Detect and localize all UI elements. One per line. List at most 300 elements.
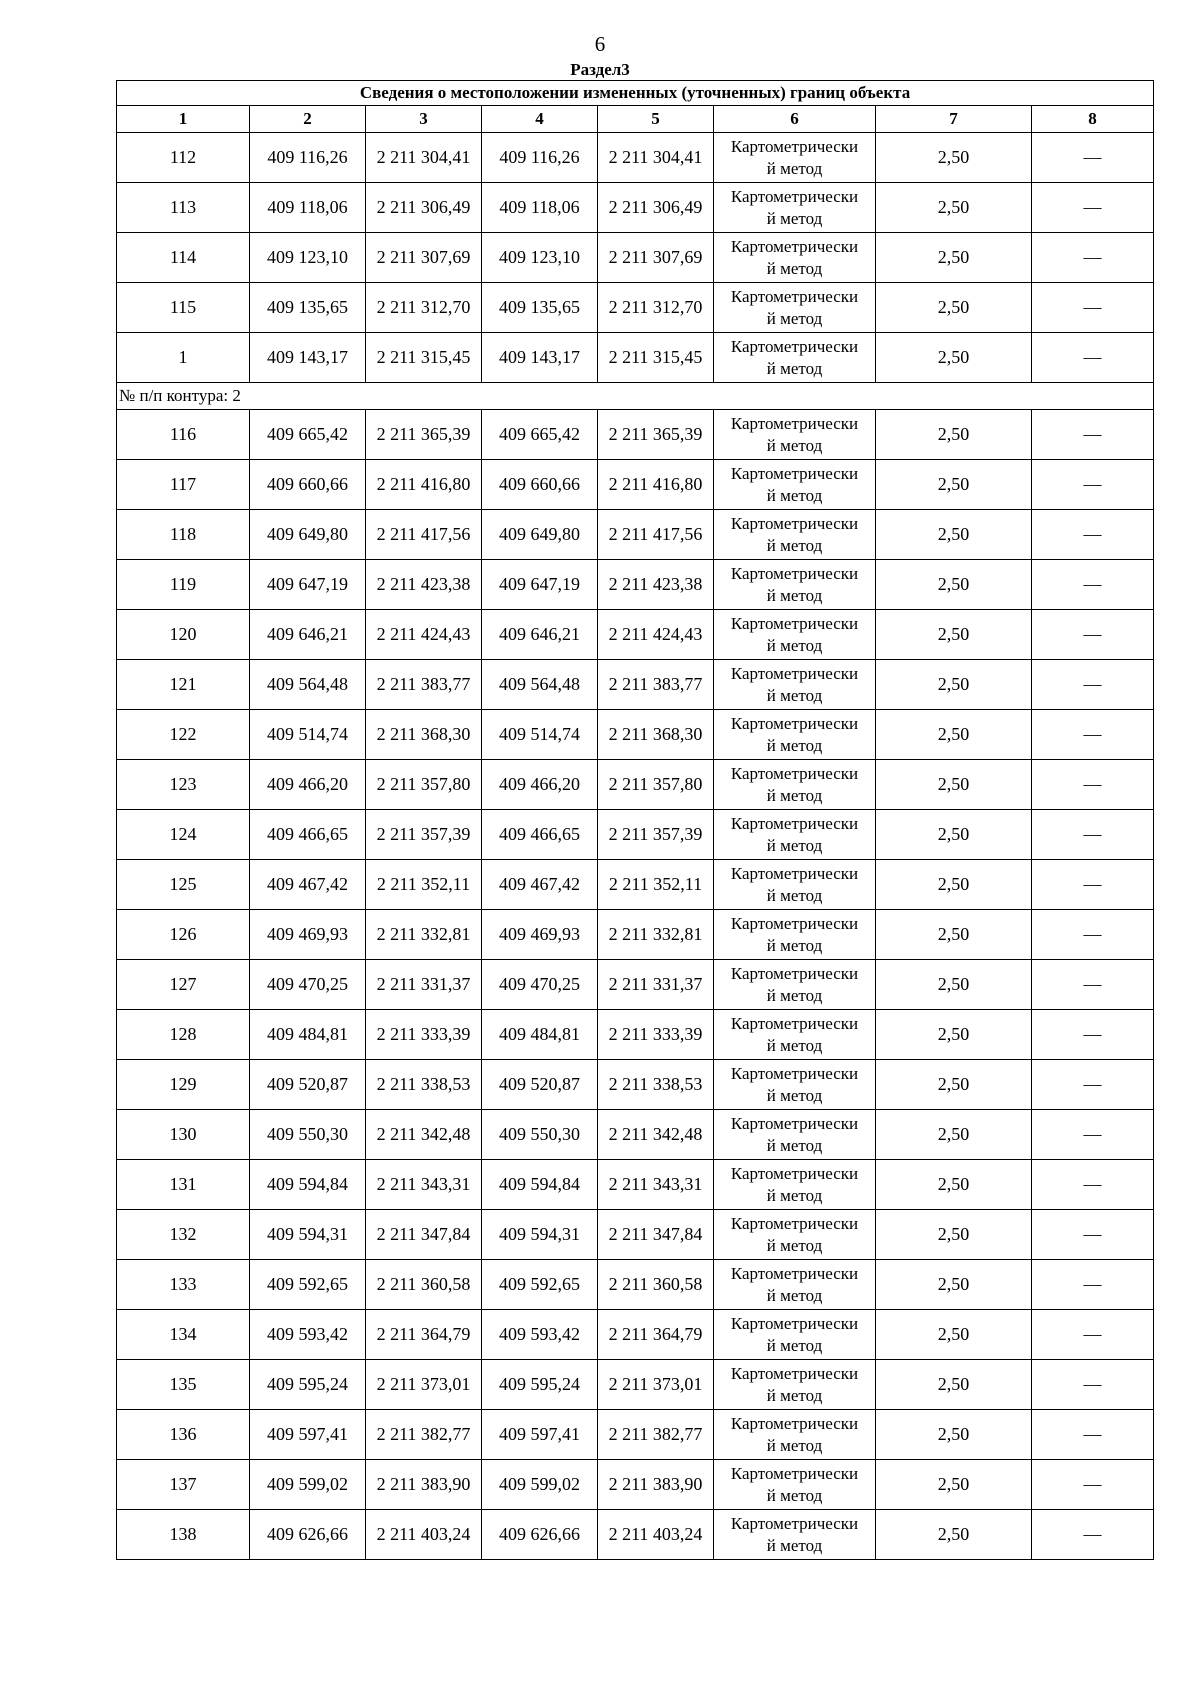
- description-cell: —: [1032, 460, 1154, 510]
- coordinate-cell: 2 211 333,39: [366, 1010, 482, 1060]
- coordinate-cell: 2 211 306,49: [366, 183, 482, 233]
- point-number-cell: 1: [117, 333, 250, 383]
- table-row: [117, 1160, 1154, 1210]
- precision-cell: 2,50: [876, 1310, 1032, 1360]
- point-number-cell: 137: [117, 1460, 250, 1510]
- coordinate-cell: 409 470,25: [250, 960, 366, 1010]
- method-cell: [714, 660, 876, 710]
- precision-cell: 2,50: [876, 1060, 1032, 1110]
- rows-before-contour: [117, 133, 1154, 383]
- coordinate-cell: 2 211 364,79: [598, 1310, 714, 1360]
- coordinate-cell: 2 211 306,49: [598, 183, 714, 233]
- table-row: [117, 1410, 1154, 1460]
- precision-cell: 2,50: [876, 183, 1032, 233]
- method-line: й метод: [766, 935, 823, 955]
- coordinate-cell: 2 211 423,38: [366, 560, 482, 610]
- method-cell: [714, 1360, 876, 1410]
- table-row: [117, 1460, 1154, 1510]
- description-cell: —: [1032, 133, 1154, 183]
- point-number-cell: 134: [117, 1310, 250, 1360]
- coordinate-cell: 409 143,17: [250, 333, 366, 383]
- coordinate-cell: 409 594,31: [250, 1210, 366, 1260]
- method-line: Картометрически: [730, 963, 859, 983]
- coordinate-cell: 409 665,42: [250, 410, 366, 460]
- coordinate-cell: 2 211 331,37: [366, 960, 482, 1010]
- precision-cell: 2,50: [876, 510, 1032, 560]
- point-number-cell: 122: [117, 710, 250, 760]
- coordinate-cell: 2 211 403,24: [366, 1510, 482, 1560]
- coordinate-cell: 2 211 347,84: [366, 1210, 482, 1260]
- precision-cell: 2,50: [876, 1110, 1032, 1160]
- point-number-cell: 127: [117, 960, 250, 1010]
- precision-cell: 2,50: [876, 1160, 1032, 1210]
- precision-cell: 2,50: [876, 410, 1032, 460]
- coordinate-cell: 2 211 331,37: [598, 960, 714, 1010]
- coordinate-cell: 409 116,26: [250, 133, 366, 183]
- point-number-cell: 124: [117, 810, 250, 860]
- coordinate-cell: 409 143,17: [482, 333, 598, 383]
- coordinate-cell: 409 135,65: [250, 283, 366, 333]
- description-cell: —: [1032, 283, 1154, 333]
- section-title: Раздел3: [570, 60, 630, 79]
- method-line: й метод: [766, 1485, 823, 1505]
- coordinate-cell: 2 211 403,24: [598, 1510, 714, 1560]
- coordinate-cell: 409 116,26: [482, 133, 598, 183]
- coordinate-cell: 2 211 342,48: [366, 1110, 482, 1160]
- coordinate-cell: 409 469,93: [482, 910, 598, 960]
- coordinate-cell: 409 520,87: [250, 1060, 366, 1110]
- precision-cell: 2,50: [876, 1510, 1032, 1560]
- coordinate-cell: 409 646,21: [482, 610, 598, 660]
- method-cell: [714, 1260, 876, 1310]
- coordinate-cell: 2 211 368,30: [366, 710, 482, 760]
- method-line: Картометрически: [730, 136, 859, 156]
- coordinate-cell: 2 211 338,53: [598, 1060, 714, 1110]
- coordinate-cell: 409 597,41: [482, 1410, 598, 1460]
- coordinate-cell: 2 211 357,39: [598, 810, 714, 860]
- contour-section: [117, 383, 1154, 410]
- table-row: [117, 760, 1154, 810]
- precision-cell: 2,50: [876, 133, 1032, 183]
- table-row: [117, 610, 1154, 660]
- coordinate-cell: 2 211 338,53: [366, 1060, 482, 1110]
- description-cell: —: [1032, 1010, 1154, 1060]
- coordinate-cell: 409 484,81: [482, 1010, 598, 1060]
- coordinate-cell: 2 211 424,43: [366, 610, 482, 660]
- coordinate-cell: 409 626,66: [482, 1510, 598, 1560]
- coordinate-cell: 2 211 368,30: [598, 710, 714, 760]
- precision-cell: 2,50: [876, 1260, 1032, 1310]
- method-cell: [714, 283, 876, 333]
- point-number-cell: 121: [117, 660, 250, 710]
- method-cell: [714, 810, 876, 860]
- precision-cell: 2,50: [876, 1460, 1032, 1510]
- coordinate-cell: 2 211 352,11: [598, 860, 714, 910]
- coordinate-cell: 2 211 383,90: [598, 1460, 714, 1510]
- method-line: й метод: [766, 435, 823, 455]
- method-line: й метод: [766, 158, 823, 178]
- method-line: й метод: [766, 635, 823, 655]
- page-number: 6: [594, 32, 606, 56]
- method-line: й метод: [766, 985, 823, 1005]
- table-row: [117, 233, 1154, 283]
- point-number-cell: 125: [117, 860, 250, 910]
- coordinate-cell: 2 211 383,77: [366, 660, 482, 710]
- method-cell: [714, 410, 876, 460]
- coordinate-cell: 409 467,42: [482, 860, 598, 910]
- coordinate-cell: 2 211 382,77: [366, 1410, 482, 1460]
- coordinate-cell: 2 211 360,58: [598, 1260, 714, 1310]
- point-number-cell: 126: [117, 910, 250, 960]
- coordinate-cell: 2 211 307,69: [366, 233, 482, 283]
- method-line: й метод: [766, 835, 823, 855]
- coordinate-cell: 409 469,93: [250, 910, 366, 960]
- method-cell: [714, 333, 876, 383]
- table-row: [117, 410, 1154, 460]
- column-number: 5: [598, 106, 714, 133]
- coordinate-cell: 409 592,65: [482, 1260, 598, 1310]
- coordinate-cell: 2 211 352,11: [366, 860, 482, 910]
- description-cell: —: [1032, 710, 1154, 760]
- method-line: Картометрически: [730, 1413, 859, 1433]
- method-line: й метод: [766, 1335, 823, 1355]
- description-cell: —: [1032, 1260, 1154, 1310]
- point-number-cell: 136: [117, 1410, 250, 1460]
- coordinate-cell: 2 211 383,90: [366, 1460, 482, 1510]
- table-row: [117, 333, 1154, 383]
- point-number-cell: 128: [117, 1010, 250, 1060]
- method-cell: [714, 1160, 876, 1210]
- point-number-cell: 117: [117, 460, 250, 510]
- method-cell: [714, 560, 876, 610]
- method-line: Картометрически: [730, 236, 859, 256]
- method-line: й метод: [766, 1085, 823, 1105]
- column-number: 6: [714, 106, 876, 133]
- column-number: 2: [250, 106, 366, 133]
- method-line: Картометрически: [730, 1513, 859, 1533]
- point-number-cell: 115: [117, 283, 250, 333]
- coordinate-cell: 409 466,65: [250, 810, 366, 860]
- table-row: [117, 660, 1154, 710]
- coordinate-cell: 2 211 343,31: [598, 1160, 714, 1210]
- point-number-cell: 135: [117, 1360, 250, 1410]
- method-line: Картометрически: [730, 813, 859, 833]
- description-cell: —: [1032, 183, 1154, 233]
- method-line: й метод: [766, 885, 823, 905]
- method-line: Картометрически: [730, 1463, 859, 1483]
- description-cell: —: [1032, 610, 1154, 660]
- table-row: [117, 1110, 1154, 1160]
- coordinate-cell: 409 514,74: [482, 710, 598, 760]
- coordinate-cell: 2 211 332,81: [598, 910, 714, 960]
- point-number-cell: 112: [117, 133, 250, 183]
- method-line: Картометрически: [730, 1063, 859, 1083]
- method-line: й метод: [766, 1385, 823, 1405]
- coordinate-cell: 409 550,30: [482, 1110, 598, 1160]
- precision-cell: 2,50: [876, 1010, 1032, 1060]
- coordinate-cell: 2 211 304,41: [366, 133, 482, 183]
- table-row: [117, 860, 1154, 910]
- precision-cell: 2,50: [876, 1410, 1032, 1460]
- method-line: Картометрически: [730, 713, 859, 733]
- column-number-row: [117, 106, 1154, 133]
- table-row: [117, 1360, 1154, 1410]
- description-cell: —: [1032, 660, 1154, 710]
- description-cell: —: [1032, 1360, 1154, 1410]
- description-cell: —: [1032, 333, 1154, 383]
- coordinate-cell: 2 211 383,77: [598, 660, 714, 710]
- method-line: Картометрически: [730, 513, 859, 533]
- method-line: й метод: [766, 1235, 823, 1255]
- precision-cell: 2,50: [876, 333, 1032, 383]
- coordinate-cell: 2 211 357,80: [366, 760, 482, 810]
- method-line: Картометрически: [730, 1163, 859, 1183]
- method-cell: [714, 1210, 876, 1260]
- method-line: Картометрически: [730, 613, 859, 633]
- method-cell: [714, 1010, 876, 1060]
- method-line: Картометрически: [730, 563, 859, 583]
- coordinate-cell: 409 592,65: [250, 1260, 366, 1310]
- precision-cell: 2,50: [876, 660, 1032, 710]
- coordinates-table: [116, 80, 1154, 1560]
- coordinate-cell: 409 514,74: [250, 710, 366, 760]
- coordinate-cell: 409 118,06: [482, 183, 598, 233]
- method-line: й метод: [766, 208, 823, 228]
- coordinate-cell: 409 597,41: [250, 1410, 366, 1460]
- point-number-cell: 133: [117, 1260, 250, 1310]
- precision-cell: 2,50: [876, 810, 1032, 860]
- point-number-cell: 132: [117, 1210, 250, 1260]
- table-row: [117, 1210, 1154, 1260]
- table-row: [117, 710, 1154, 760]
- coordinate-cell: 409 594,31: [482, 1210, 598, 1260]
- table-row: [117, 510, 1154, 560]
- coordinate-cell: 2 211 360,58: [366, 1260, 482, 1310]
- method-cell: [714, 710, 876, 760]
- method-cell: [714, 760, 876, 810]
- column-number: 3: [366, 106, 482, 133]
- method-line: Картометрически: [730, 763, 859, 783]
- point-number-cell: 131: [117, 1160, 250, 1210]
- coordinate-cell: 2 211 312,70: [366, 283, 482, 333]
- point-number-cell: 120: [117, 610, 250, 660]
- method-line: й метод: [766, 535, 823, 555]
- table-row: [117, 460, 1154, 510]
- coordinate-cell: 2 211 364,79: [366, 1310, 482, 1360]
- table-row: [117, 810, 1154, 860]
- table-row: [117, 1310, 1154, 1360]
- coordinate-cell: 409 466,20: [482, 760, 598, 810]
- description-cell: —: [1032, 910, 1154, 960]
- table-row: [117, 1510, 1154, 1560]
- method-cell: [714, 510, 876, 560]
- method-line: Картометрически: [730, 1113, 859, 1133]
- description-cell: —: [1032, 410, 1154, 460]
- description-cell: —: [1032, 1060, 1154, 1110]
- coordinate-cell: 2 211 373,01: [366, 1360, 482, 1410]
- description-cell: —: [1032, 1310, 1154, 1360]
- contour-label: № п/п контура: 2: [117, 383, 1154, 410]
- coordinate-cell: 2 211 365,39: [366, 410, 482, 460]
- coordinate-cell: 2 211 332,81: [366, 910, 482, 960]
- method-line: Картометрически: [730, 1263, 859, 1283]
- coordinate-cell: 2 211 424,43: [598, 610, 714, 660]
- coordinate-cell: 409 466,65: [482, 810, 598, 860]
- table-row: [117, 283, 1154, 333]
- coordinate-cell: 409 646,21: [250, 610, 366, 660]
- coordinate-cell: 2 211 416,80: [598, 460, 714, 510]
- method-line: Картометрически: [730, 1213, 859, 1233]
- coordinate-cell: 409 135,65: [482, 283, 598, 333]
- precision-cell: 2,50: [876, 860, 1032, 910]
- description-cell: —: [1032, 510, 1154, 560]
- method-cell: [714, 860, 876, 910]
- method-line: Картометрически: [730, 1013, 859, 1033]
- coordinate-cell: 2 211 365,39: [598, 410, 714, 460]
- method-line: й метод: [766, 785, 823, 805]
- method-cell: [714, 960, 876, 1010]
- precision-cell: 2,50: [876, 283, 1032, 333]
- method-line: й метод: [766, 1285, 823, 1305]
- description-cell: —: [1032, 960, 1154, 1010]
- coordinate-cell: 409 484,81: [250, 1010, 366, 1060]
- coordinate-cell: 409 649,80: [482, 510, 598, 560]
- description-cell: —: [1032, 233, 1154, 283]
- column-number: 1: [117, 106, 250, 133]
- description-cell: —: [1032, 1160, 1154, 1210]
- description-cell: —: [1032, 760, 1154, 810]
- precision-cell: 2,50: [876, 710, 1032, 760]
- method-line: Картометрически: [730, 186, 859, 206]
- method-line: й метод: [766, 358, 823, 378]
- precision-cell: 2,50: [876, 560, 1032, 610]
- coordinate-cell: 2 211 342,48: [598, 1110, 714, 1160]
- coordinate-cell: 2 211 333,39: [598, 1010, 714, 1060]
- description-cell: —: [1032, 810, 1154, 860]
- description-cell: —: [1032, 1460, 1154, 1510]
- precision-cell: 2,50: [876, 760, 1032, 810]
- coordinate-cell: 409 660,66: [250, 460, 366, 510]
- description-cell: —: [1032, 1110, 1154, 1160]
- method-line: й метод: [766, 735, 823, 755]
- method-cell: [714, 1110, 876, 1160]
- coordinate-cell: 409 564,48: [482, 660, 598, 710]
- coordinate-cell: 409 595,24: [250, 1360, 366, 1410]
- description-cell: —: [1032, 860, 1154, 910]
- method-cell: [714, 910, 876, 960]
- method-cell: [714, 133, 876, 183]
- method-line: Картометрически: [730, 413, 859, 433]
- method-line: й метод: [766, 585, 823, 605]
- method-cell: [714, 1460, 876, 1510]
- coordinate-cell: 409 594,84: [482, 1160, 598, 1210]
- coordinate-cell: 409 649,80: [250, 510, 366, 560]
- coordinate-cell: 2 211 315,45: [598, 333, 714, 383]
- precision-cell: 2,50: [876, 910, 1032, 960]
- table-row: [117, 183, 1154, 233]
- method-cell: [714, 183, 876, 233]
- column-number: 4: [482, 106, 598, 133]
- point-number-cell: 118: [117, 510, 250, 560]
- coordinate-cell: 2 211 357,39: [366, 810, 482, 860]
- method-line: Картометрически: [730, 463, 859, 483]
- coordinate-cell: 2 211 417,56: [598, 510, 714, 560]
- coordinate-cell: 2 211 304,41: [598, 133, 714, 183]
- precision-cell: 2,50: [876, 960, 1032, 1010]
- precision-cell: 2,50: [876, 1360, 1032, 1410]
- method-cell: [714, 610, 876, 660]
- coordinate-cell: 2 211 373,01: [598, 1360, 714, 1410]
- coordinate-cell: 409 647,19: [250, 560, 366, 610]
- method-line: й метод: [766, 1135, 823, 1155]
- coordinate-cell: 409 599,02: [482, 1460, 598, 1510]
- table-row: [117, 910, 1154, 960]
- method-cell: [714, 460, 876, 510]
- table-row: [117, 1010, 1154, 1060]
- table-row: [117, 1060, 1154, 1110]
- method-line: Картометрически: [730, 863, 859, 883]
- column-number: 7: [876, 106, 1032, 133]
- method-cell: [714, 1510, 876, 1560]
- description-cell: —: [1032, 1210, 1154, 1260]
- point-number-cell: 116: [117, 410, 250, 460]
- coordinate-cell: 409 466,20: [250, 760, 366, 810]
- table-row: [117, 560, 1154, 610]
- method-cell: [714, 1310, 876, 1360]
- method-line: й метод: [766, 485, 823, 505]
- description-cell: —: [1032, 1510, 1154, 1560]
- coordinate-cell: 409 647,19: [482, 560, 598, 610]
- coordinate-cell: 409 520,87: [482, 1060, 598, 1110]
- point-number-cell: 113: [117, 183, 250, 233]
- coordinate-cell: 2 211 312,70: [598, 283, 714, 333]
- rows-after-contour: [117, 410, 1154, 1560]
- method-line: Картометрически: [730, 1363, 859, 1383]
- method-line: й метод: [766, 685, 823, 705]
- method-line: Картометрически: [730, 913, 859, 933]
- coordinate-cell: 2 211 315,45: [366, 333, 482, 383]
- coordinate-cell: 2 211 417,56: [366, 510, 482, 560]
- contour-row: [117, 383, 1154, 410]
- method-line: Картометрически: [730, 663, 859, 683]
- coordinate-cell: 409 123,10: [250, 233, 366, 283]
- description-cell: —: [1032, 560, 1154, 610]
- coordinate-cell: 409 123,10: [482, 233, 598, 283]
- coordinate-cell: 409 467,42: [250, 860, 366, 910]
- method-line: Картометрически: [730, 336, 859, 356]
- method-line: й метод: [766, 1035, 823, 1055]
- coordinate-cell: 409 626,66: [250, 1510, 366, 1560]
- method-line: й метод: [766, 1535, 823, 1555]
- point-number-cell: 123: [117, 760, 250, 810]
- coordinate-cell: 409 118,06: [250, 183, 366, 233]
- method-line: й метод: [766, 1435, 823, 1455]
- coordinate-cell: 409 550,30: [250, 1110, 366, 1160]
- precision-cell: 2,50: [876, 1210, 1032, 1260]
- coordinate-cell: 2 211 343,31: [366, 1160, 482, 1210]
- coordinate-cell: 409 593,42: [482, 1310, 598, 1360]
- point-number-cell: 129: [117, 1060, 250, 1110]
- method-line: Картометрически: [730, 286, 859, 306]
- description-cell: —: [1032, 1410, 1154, 1460]
- point-number-cell: 130: [117, 1110, 250, 1160]
- coordinate-cell: 2 211 357,80: [598, 760, 714, 810]
- point-number-cell: 119: [117, 560, 250, 610]
- coordinate-cell: 409 470,25: [482, 960, 598, 1010]
- point-number-cell: 138: [117, 1510, 250, 1560]
- coordinate-cell: 2 211 423,38: [598, 560, 714, 610]
- coordinate-cell: 2 211 347,84: [598, 1210, 714, 1260]
